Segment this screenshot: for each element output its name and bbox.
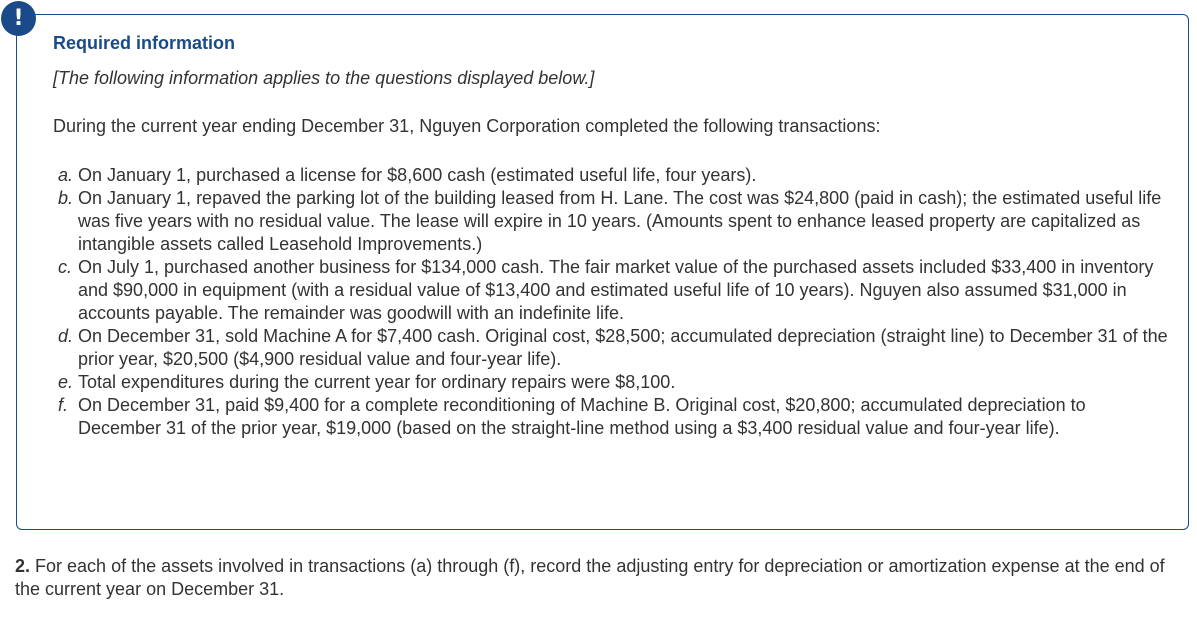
transaction-c bbox=[58, 256, 1168, 325]
transaction-letter: a. bbox=[58, 165, 74, 185]
transaction-e bbox=[58, 371, 1168, 394]
question-prompt bbox=[15, 555, 1190, 601]
instruction-note: [The following information applies to the questions displayed below.] bbox=[53, 68, 595, 88]
transaction-b bbox=[58, 187, 1168, 256]
transaction-a bbox=[58, 164, 1168, 187]
transaction-f bbox=[58, 394, 1168, 440]
transaction-text: On January 1, repaved the parking lot of the building leased from H. Lane. The cost was $24,800 (paid in cash); the estimated useful life was five years with no residual value. The lease will expire in 10 years. (Amounts spent to enhance leased property are capitalized as intangible assets called Leasehold Improvements.) bbox=[78, 188, 1162, 254]
transaction-text: On December 31, sold Machine A for $7,400 cash. Original cost, $28,500; accumulated depreciation (straight line) to December 31 of the prior year, $20,500 ($4,900 residual value and four-year life). bbox=[78, 326, 1168, 369]
transaction-list bbox=[58, 164, 1168, 440]
transaction-text: On December 31, paid $9,400 for a complete reconditioning of Machine B. Original cost, $20,800; accumulated depreciation to December 31 of the prior year, $19,000 (based on the straight-line method using a $3,400 residual value and four-year life). bbox=[78, 395, 1086, 438]
transaction-letter: d. bbox=[58, 326, 74, 346]
transaction-letter: b. bbox=[58, 188, 74, 208]
transaction-letter: f. bbox=[58, 395, 69, 415]
scenario-intro: During the current year ending December 31, Nguyen Corporation completed the following transactions: bbox=[53, 116, 881, 136]
transaction-d bbox=[58, 325, 1168, 371]
question-text: For each of the assets involved in transactions (a) through (f), record the adjusting entry for depreciation or amortization expense at the end of the current year on December 31. bbox=[15, 556, 1165, 599]
required-information-title: Required information bbox=[53, 33, 236, 53]
alert-icon: ! bbox=[1, 1, 36, 36]
transaction-text: On July 1, purchased another business for $134,000 cash. The fair market value of the purchased assets included $33,400 in inventory and $90,000 in equipment (with a residual value of $13,400 and estimated useful life of 10 years). Nguyen also assumed $31,000 in accounts payable. The remainder was goodwill with an indefinite life. bbox=[78, 257, 1154, 323]
transaction-text: On January 1, purchased a license for $8,600 cash (estimated useful life, four years). bbox=[78, 165, 757, 185]
question-number: 2. bbox=[15, 556, 31, 576]
transaction-letter: c. bbox=[58, 257, 73, 277]
transaction-text: Total expenditures during the current year for ordinary repairs were $8,100. bbox=[78, 372, 676, 392]
transaction-letter: e. bbox=[58, 372, 74, 392]
